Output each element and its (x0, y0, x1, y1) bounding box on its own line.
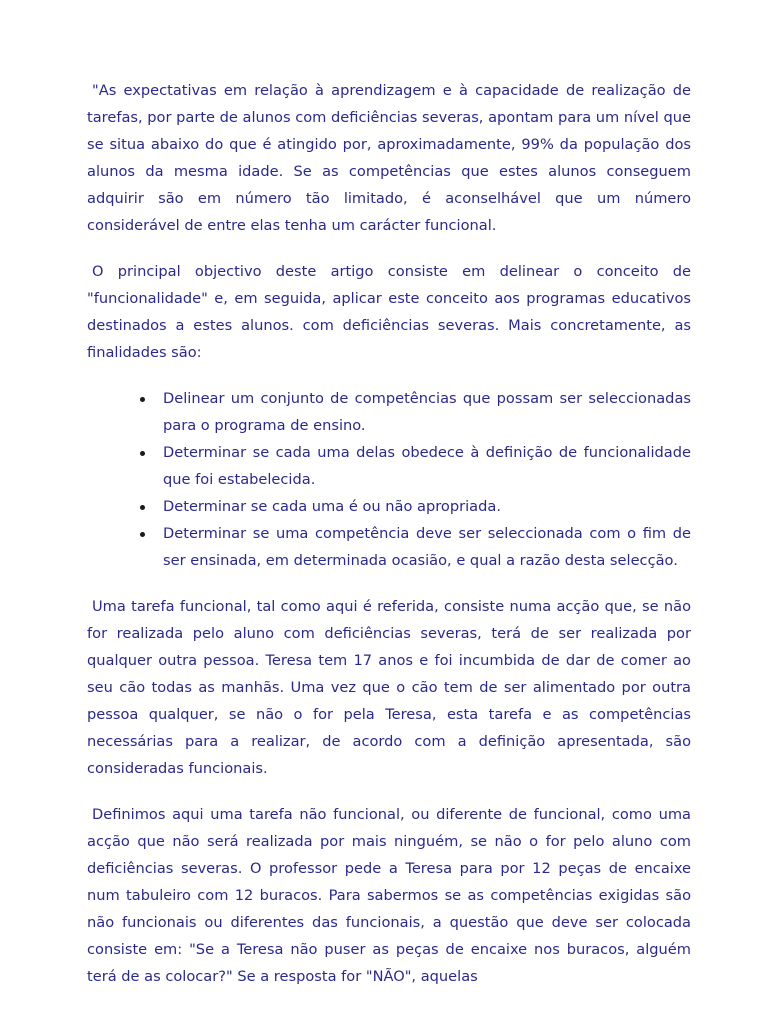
paragraph: O principal objectivo deste artigo consiste em delinear o conceito de "funcionalidade" e, em seguida, aplicar este conceito aos programas educativos destinados a estes alunos. com deficiências severas. Mais concretamente, as finalidades são: (87, 263, 691, 361)
list-item (163, 493, 691, 520)
paragraph: "As expectativas em relação à aprendizagem e à capacidade de realização de tarefas, por parte de alunos com deficiências severas, apontam para um nível que se situa abaixo do que é atingido por, aproximadamente, 99% da população dos alunos da mesma idade. Se as competências que estes alunos conseguem adquirir são em número tão limitado, é aconselhável que um número considerável de entre elas tenha um carácter funcional. (87, 82, 691, 234)
document-page (87, 77, 691, 1009)
list-item (163, 520, 691, 574)
bullet-icon (140, 451, 145, 456)
bullet-icon (140, 505, 145, 510)
list-item-text: Determinar se cada uma delas obedece à definição de funcionalidade que foi estabelecida. (163, 444, 691, 488)
paragraph: Uma tarefa funcional, tal como aqui é referida, consiste numa acção que, se não for realizada pelo aluno com deficiências severas, terá de ser realizada por qualquer outra pessoa. Teresa tem 17 anos e foi incumbida de dar de comer ao seu cão todas as manhãs. Uma vez que o cão tem de ser alimentado por outra pessoa qualquer, se não o for pela Teresa, esta tarefa e as competências necessárias para a realizar, de acordo com a definição apresentada, são consideradas funcionais. (87, 598, 691, 777)
list-item (163, 439, 691, 493)
list-item-text: Determinar se cada uma é ou não apropriada. (163, 498, 501, 515)
bullet-icon (140, 397, 145, 402)
list-item-text: Delinear um conjunto de competências que possam ser seleccionadas para o programa de ensino. (163, 390, 691, 434)
paragraph: Definimos aqui uma tarefa não funcional, ou diferente de funcional, como uma acção que não será realizada por mais ninguém, se não o for pelo aluno com deficiências severas. O professor pede a Teresa para por 12 peças de encaixe num tabuleiro com 12 buracos. Para sabermos se as competências exigidas são não funcionais ou diferentes das funcionais, a questão que deve ser colocada consiste em: "Se a Teresa não puser as peças de encaixe nos buracos, alguém terá de as colocar?" Se a resposta for "NÃO", aquelas (87, 806, 691, 985)
bullet-icon (140, 532, 145, 537)
list-item-text: Determinar se uma competência deve ser seleccionada com o fim de ser ensinada, em determinada ocasião, e qual a razão desta selecção. (163, 525, 691, 569)
list-item (163, 385, 691, 439)
bullet-list (87, 385, 691, 574)
